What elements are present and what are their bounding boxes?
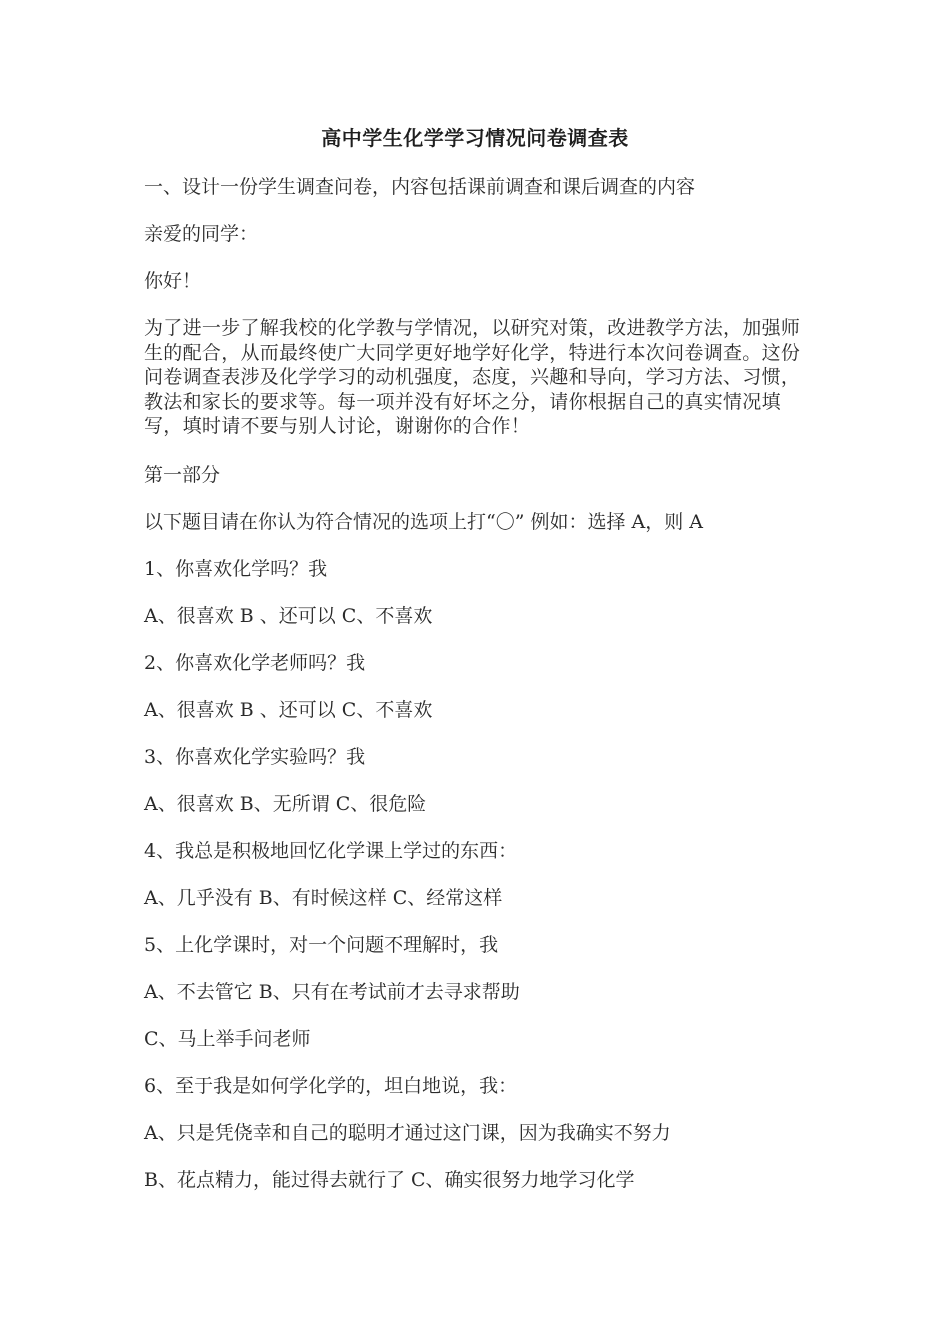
question-5-options-line-2: C、马上举手问老师 bbox=[144, 1028, 311, 1050]
section-heading: 一、设计一份学生调查问卷，内容包括课前调查和课后调查的内容 bbox=[144, 176, 696, 198]
question-2: 2、你喜欢化学老师吗？我 bbox=[144, 652, 366, 674]
question-1-options: A、很喜欢 B 、还可以 C、不喜欢 bbox=[144, 605, 433, 627]
greeting: 你好！ bbox=[144, 270, 202, 292]
question-2-options: A、很喜欢 B 、还可以 C、不喜欢 bbox=[144, 699, 433, 721]
part-label: 第一部分 bbox=[144, 464, 221, 486]
question-6: 6、至于我是如何学化学的，坦白地说，我： bbox=[144, 1075, 518, 1097]
question-4-options: A、几乎没有 B、有时候这样 C、经常这样 bbox=[144, 887, 503, 909]
question-4: 4、我总是积极地回忆化学课上学过的东西： bbox=[144, 840, 518, 862]
document-title: 高中学生化学学习情况问卷调查表 bbox=[321, 126, 629, 150]
question-6-options-line-2: B、花点精力，能过得去就行了 C、确实很努力地学习化学 bbox=[144, 1169, 635, 1191]
question-3: 3、你喜欢化学实验吗？我 bbox=[144, 746, 366, 768]
instruction-text: 以下题目请在你认为符合情况的选项上打“〇” 例如：选择 A，则 A bbox=[144, 511, 703, 533]
question-3-options: A、很喜欢 B、无所谓 C、很危险 bbox=[144, 793, 427, 815]
intro-paragraph: 为了进一步了解我校的化学教与学情况，以研究对策，改进教学方法，加强师生的配合，从而最终使广大同学更好地学好化学，特进行本次问卷调查。这份问卷调查表涉及化学学习的动机强度，态度，兴趣和导向，学习方法、习惯，教法和家长的要求等。每一项并没有好坏之分，请你根据自己的真实情况填写，填时请不要与别人讨论，谢谢你的合作！ bbox=[144, 317, 801, 437]
question-5-options-line-1: A、不去管它 B、只有在考试前才去寻求帮助 bbox=[144, 981, 520, 1003]
question-6-options-line-1: A、只是凭侥幸和自己的聪明才通过这门课，因为我确实不努力 bbox=[144, 1122, 671, 1144]
question-5: 5、上化学课时，对一个问题不理解时，我 bbox=[144, 934, 499, 956]
question-1: 1、你喜欢化学吗？我 bbox=[144, 558, 328, 580]
salutation: 亲爱的同学： bbox=[144, 223, 259, 245]
